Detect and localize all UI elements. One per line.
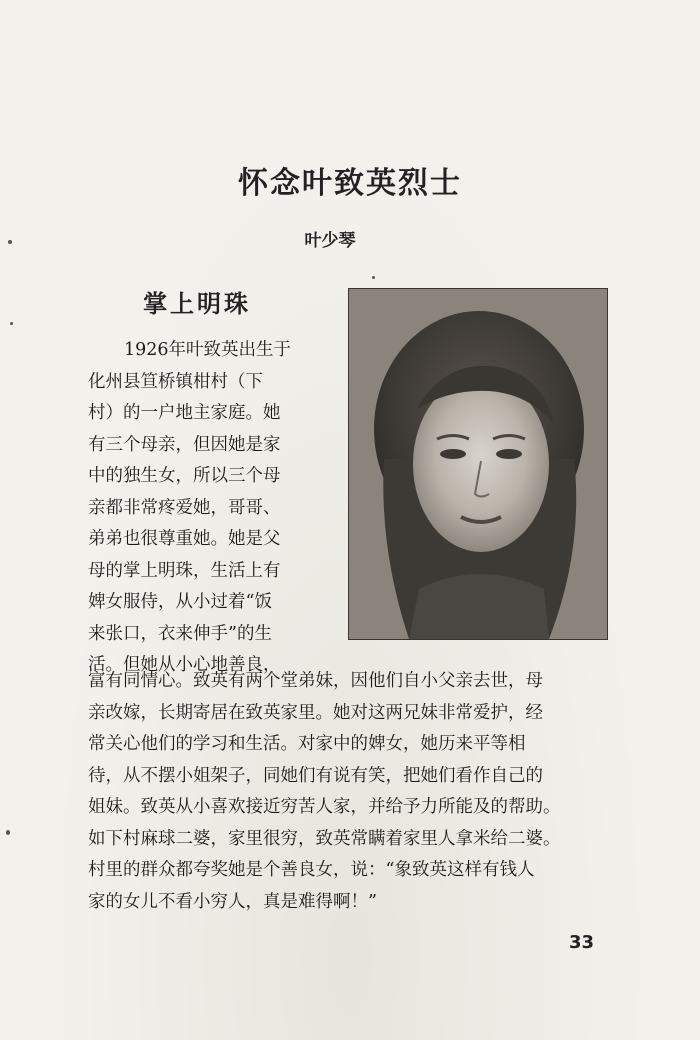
paragraph-narrow: [88, 335, 330, 682]
text-line: 如下村麻球二婆，家里很穷，致英常瞒着家里人拿米给二婆。: [88, 828, 561, 849]
print-speck: [8, 240, 12, 244]
text-line: 母的掌上明珠，生活上有: [88, 560, 281, 581]
text-line: 待，从不摆小姐架子，同她们有说有笑，把她们看作自己的: [88, 765, 543, 786]
text-line: 化州县笪桥镇柑村（下: [88, 371, 263, 392]
text-line: 婢女服侍，从小过着“饭: [88, 592, 272, 612]
print-speck: [372, 276, 375, 279]
page-number: 33: [569, 932, 595, 953]
article-title: 怀念叶致英烈士: [238, 166, 462, 201]
portrait-photo: [348, 288, 608, 640]
text-line: 亲改嫁，长期寄居在致英家里。她对这两兄妹非常爱护，经: [88, 702, 543, 723]
text-line: 弟弟也很尊重她。她是父: [88, 529, 281, 549]
text-line: 村）的一户地主家庭。她: [88, 403, 281, 423]
print-speck: [6, 830, 10, 835]
text-line: 1926年叶致英出生于: [124, 340, 292, 360]
text-line: 有三个母亲，但因她是家: [88, 434, 281, 455]
section-heading: 掌上明珠: [143, 289, 251, 318]
text-line: 活。但她从小心地善良，: [88, 655, 281, 675]
paragraph-wide: [88, 666, 643, 918]
text-line: 亲都非常疼爱她，哥哥、: [88, 497, 281, 518]
text-line: 姐妹。致英从小喜欢接近穷苦人家，并给予力所能及的帮助。: [88, 797, 561, 817]
text-line: 中的独生女，所以三个母: [88, 466, 281, 486]
text-line: 村里的群众都夸奖她是个善良女，说：“象致英这样有钱人: [88, 860, 535, 880]
text-line: 来张口，衣来伸手”的生: [88, 623, 272, 644]
text-line: 富有同情心。致英有两个堂弟妹，因他们自小父亲去世，母: [88, 671, 543, 691]
author-name: 叶少琴: [304, 231, 356, 251]
text-line: 家的女儿不看小穷人，真是难得啊！”: [88, 891, 377, 912]
text-line: 常关心他们的学习和生活。对家中的婢女，她历来平等相: [88, 734, 526, 754]
portrait-icon: [349, 289, 607, 639]
print-speck: [10, 322, 13, 325]
